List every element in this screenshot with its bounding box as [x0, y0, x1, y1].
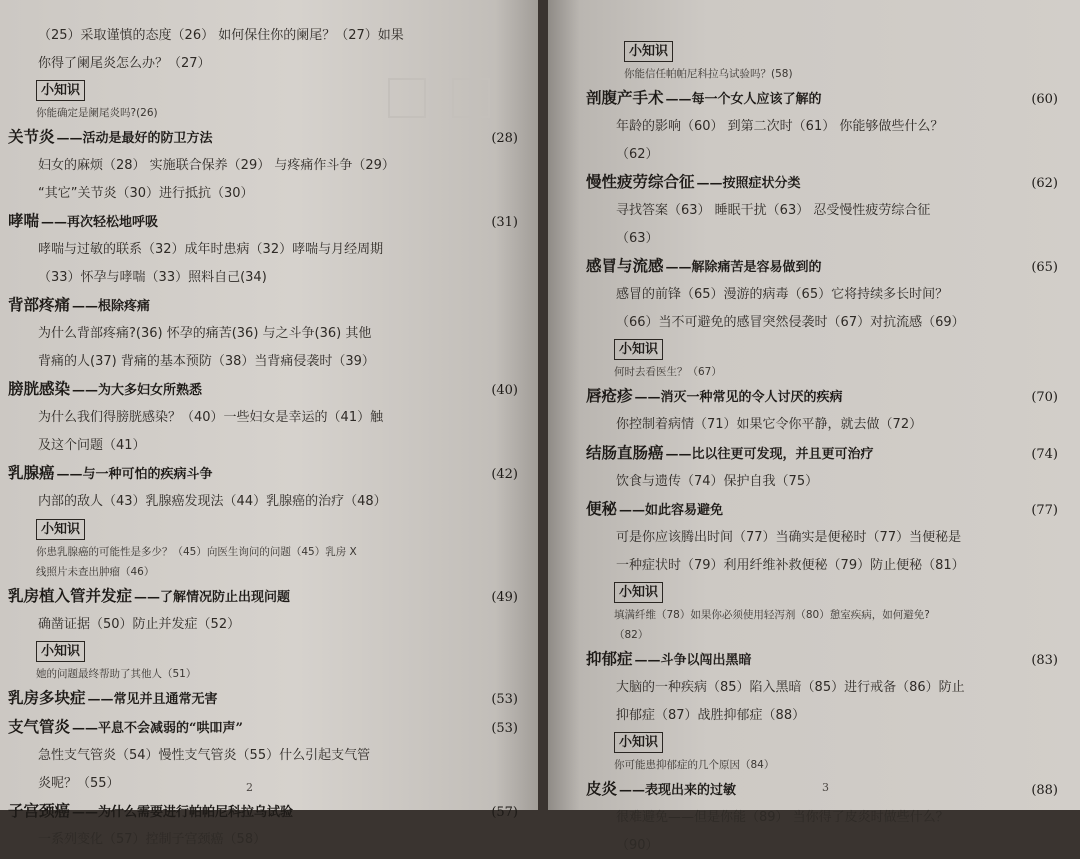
entry-page-number: (42)	[491, 461, 518, 488]
toc-entry	[586, 168, 1058, 252]
entry-subtitle: ——再次轻松地呼吸	[41, 209, 158, 236]
entry-title: 剖腹产手术	[586, 84, 664, 111]
tip-text: 你患乳腺癌的可能性是多少？（45）向医生询问的问题（45）乳房 X	[8, 542, 518, 562]
right-page	[548, 0, 1080, 810]
entry-heading	[8, 797, 518, 826]
tip-text: 线照片未查出肿瘤（46）	[8, 562, 518, 582]
left-page	[0, 0, 538, 810]
toc-entry	[8, 797, 518, 854]
entry-page-number: (77)	[1031, 497, 1058, 524]
entry-page-number: (74)	[1031, 441, 1058, 468]
entry-heading	[8, 684, 518, 713]
entry-subtitle: ——按照症状分类	[697, 170, 801, 197]
page-number: 2	[246, 781, 253, 794]
entry-subtitle: ——每一个女人应该了解的	[666, 86, 822, 113]
entry-title: 乳房植入管并发症	[8, 582, 132, 609]
tip-label: 小知识	[36, 641, 85, 662]
entry-page-number: (40)	[491, 377, 518, 404]
entry-subtitle: ——解除痛苦是容易做到的	[666, 254, 822, 281]
entry-page-number: (57)	[491, 799, 518, 826]
toc-entry	[8, 375, 518, 459]
entry-detail-line: 一种症状时（79）利用纤维补救便秘（79）防止便秘（81）	[586, 552, 1058, 580]
tip-text: 填满纤维（78）如果你必须使用轻泻剂（80）憩室疾病，如何避免?	[586, 605, 1058, 625]
entry-detail-line: （66）当不可避免的感冒突然侵袭时（67）对抗流感（69）	[586, 309, 1058, 337]
entry-heading	[8, 375, 518, 404]
entry-heading	[8, 207, 518, 236]
entry-detail-line: 内部的敌人（43）乳腺癌发现法（44）乳腺癌的治疗（48）	[8, 488, 518, 516]
entry-heading	[586, 439, 1058, 468]
entry-detail-line: 为什么我们得膀胱感染？（40）一些妇女是幸运的（41）触	[8, 404, 518, 432]
entry-heading	[586, 252, 1058, 281]
tip-text: 你可能患抑郁症的几个原因（84）	[586, 755, 1058, 775]
entry-detail-line: （63）	[586, 225, 1058, 253]
entry-heading	[586, 645, 1058, 674]
toc-entry	[586, 495, 1058, 645]
entry-detail-line: 饮食与遗传（74）保护自我（75）	[586, 468, 1058, 496]
entry-detail-line: 可是你应该腾出时间（77）当确实是便秘时（77）当便秘是	[586, 524, 1058, 552]
entry-heading	[8, 582, 518, 611]
entry-subtitle: ——比以往更可发现，并且更可治疗	[666, 441, 874, 468]
right-toc	[586, 38, 1058, 859]
entry-page-number: (70)	[1031, 384, 1058, 411]
entry-detail-line: （62）	[586, 141, 1058, 169]
entry-page-number: (65)	[1031, 254, 1058, 281]
entry-title: 唇疮疹	[586, 382, 633, 409]
entry-subtitle: ——与一种可怕的疾病斗争	[57, 461, 213, 488]
entry-detail-line: 急性支气管炎（54）慢性支气管炎（55）什么引起支气管	[8, 742, 518, 770]
entry-subtitle: ——根除疼痛	[72, 293, 150, 320]
tip-label: 小知识	[36, 519, 85, 540]
entry-detail-line: 一系列变化（57）控制子宫颈癌（58）	[8, 826, 518, 854]
entry-title: 膀胱感染	[8, 375, 70, 402]
entry-heading	[8, 123, 518, 152]
entry-detail-line: 你控制着病情（71）如果它令你平静，就去做（72）	[586, 411, 1058, 439]
toc-entry	[8, 582, 518, 685]
entry-detail-line: 确凿证据（50）防止并发症（52）	[8, 611, 518, 639]
tip-text: （82）	[586, 625, 1058, 645]
toc-entry	[586, 645, 1058, 775]
tip-text: 你能确定是阑尾炎吗?(26)	[8, 103, 518, 123]
entry-heading	[586, 382, 1058, 411]
entry-subtitle: ——为大多妇女所熟悉	[72, 377, 202, 404]
entry-detail-line: （33）怀孕与哮喘（33）照料自己(34)	[8, 264, 518, 292]
entry-detail-line: 很难避免——但是你能（89） 当你得了皮炎时做些什么？	[586, 804, 1058, 832]
bleed-through-mark	[388, 78, 426, 118]
entry-detail-line: 为什么背部疼痛?(36) 怀孕的痛苦(36) 与之斗争(36) 其他	[8, 320, 518, 348]
entry-detail-line: 炎呢？（55）	[8, 770, 518, 798]
toc-entry	[586, 252, 1058, 382]
tip-label: 小知识	[614, 339, 663, 360]
entry-title: 慢性疲劳综合征	[586, 168, 695, 195]
intro-line: （25）采取谨慎的态度（26） 如何保住你的阑尾？（27）如果	[8, 22, 518, 50]
tip-label: 小知识	[624, 41, 673, 62]
entry-detail-line: 年龄的影响（60） 到第二次时（61） 你能够做些什么？	[586, 113, 1058, 141]
tip-text: 何时去看医生？（67）	[586, 362, 1058, 382]
entry-subtitle: ——如此容易避免	[619, 497, 723, 524]
entry-title: 抑郁症	[586, 645, 633, 672]
tip-label: 小知识	[614, 732, 663, 753]
toc-entry	[586, 84, 1058, 168]
entry-page-number: (60)	[1031, 86, 1058, 113]
entry-detail-line: 大脑的一种疾病（85）陷入黑暗（85）进行戒备（86）防止	[586, 674, 1058, 702]
entry-page-number: (49)	[491, 584, 518, 611]
tip-text: 你能信任帕帕尼科拉乌试验吗？(58)	[586, 64, 1058, 84]
entry-heading	[8, 291, 518, 320]
entry-subtitle: ——常见并且通常无害	[88, 686, 218, 713]
entry-title: 结肠直肠癌	[586, 439, 664, 466]
entry-page-number: (53)	[491, 715, 518, 742]
entry-detail-line: 哮喘与过敏的联系（32）成年时患病（32）哮喘与月经周期	[8, 236, 518, 264]
entry-detail-line: 背痛的人(37) 背痛的基本预防（38）当背痛侵袭时（39）	[8, 348, 518, 376]
entry-heading	[8, 713, 518, 742]
entry-page-number: (28)	[491, 125, 518, 152]
toc-entry	[8, 459, 518, 582]
tip-text: 她的问题最终帮助了其他人（51）	[8, 664, 518, 684]
entry-title: 乳房多块症	[8, 684, 86, 711]
toc-entry	[8, 713, 518, 797]
entry-title: 背部疼痛	[8, 291, 70, 318]
entry-heading	[586, 84, 1058, 113]
entry-page-number: (53)	[491, 686, 518, 713]
toc-entry	[586, 382, 1058, 439]
entry-title: 哮喘	[8, 207, 39, 234]
entry-heading	[586, 168, 1058, 197]
entry-title: 乳腺癌	[8, 459, 55, 486]
toc-entry	[8, 207, 518, 291]
entry-subtitle: ——活动是最好的防卫方法	[57, 125, 213, 152]
entry-detail-line: （90）	[586, 832, 1058, 859]
entry-detail-line: 及这个问题（41）	[8, 432, 518, 460]
entry-title: 关节炎	[8, 123, 55, 150]
entry-title: 便秘	[586, 495, 617, 522]
tip-label: 小知识	[614, 582, 663, 603]
left-toc	[8, 22, 518, 854]
entry-title: 皮炎	[586, 775, 617, 802]
entry-subtitle: ——斗争以闯出黑暗	[635, 647, 752, 674]
toc-entry	[8, 291, 518, 375]
entry-subtitle: ——表现出来的过敏	[619, 777, 736, 804]
entry-subtitle: ——消灭一种常见的令人讨厌的疾病	[635, 384, 843, 411]
entry-heading	[8, 459, 518, 488]
intro-line: 你得了阑尾炎怎么办？（27）	[8, 50, 518, 78]
entry-subtitle: ——了解情况防止出现问题	[134, 584, 290, 611]
entry-detail-line: 寻找答案（63） 睡眠干扰（63） 忍受慢性疲劳综合征	[586, 197, 1058, 225]
entry-page-number: (31)	[491, 209, 518, 236]
entry-page-number: (62)	[1031, 170, 1058, 197]
entry-subtitle: ——为什么需要进行帕帕尼科拉乌试验	[72, 799, 293, 826]
entry-page-number: (83)	[1031, 647, 1058, 674]
entry-detail-line: 抑郁症（87）战胜抑郁症（88）	[586, 702, 1058, 730]
tip-label: 小知识	[36, 80, 85, 101]
bleed-through-mark	[452, 78, 490, 118]
entry-page-number: (88)	[1031, 777, 1058, 804]
toc-entry	[8, 123, 518, 207]
page-number: 3	[822, 781, 829, 794]
entry-title: 感冒与流感	[586, 252, 664, 279]
entry-heading	[586, 495, 1058, 524]
entry-detail-line: 感冒的前锋（65）漫游的病毒（65）它将持续多长时间？	[586, 281, 1058, 309]
toc-entry	[586, 439, 1058, 496]
toc-entry	[8, 684, 518, 713]
entry-title: 子宫颈癌	[8, 797, 70, 824]
entry-title: 支气管炎	[8, 713, 70, 740]
entry-detail-line: “其它”关节炎（30）进行抵抗（30）	[8, 180, 518, 208]
entry-subtitle: ——平息不会减弱的“哄吅声”	[72, 715, 243, 742]
entry-detail-line: 妇女的麻烦（28） 实施联合保养（29） 与疼痛作斗争（29）	[8, 152, 518, 180]
